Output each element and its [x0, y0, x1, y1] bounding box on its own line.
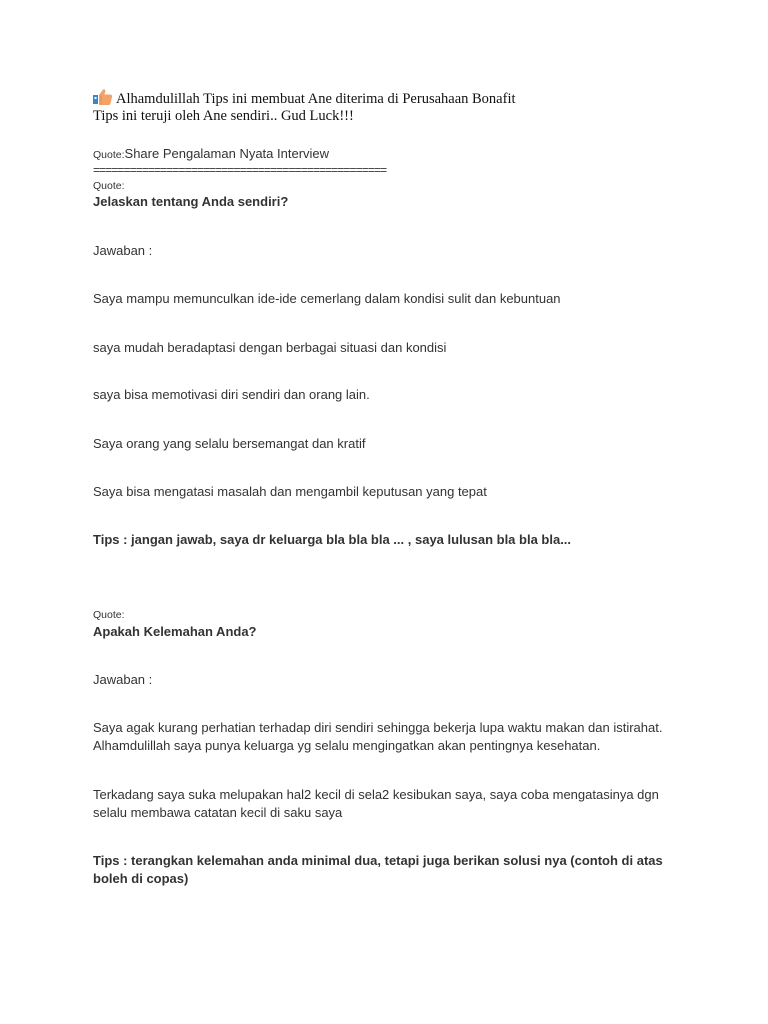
question-heading: Apakah Kelemahan Anda?: [93, 624, 257, 639]
share-heading: [93, 145, 329, 163]
answer-item: Terkadang saya suka melupakan hal2 kecil di sela2 kesibukan saya, saya coba mengatasinya dgn selalu membawa catatan kecil di saku saya: [93, 787, 659, 820]
share-title: Share Pengalaman Nyata Interview: [124, 146, 330, 161]
divider-line: ================================================: [93, 163, 387, 177]
answer-item: saya bisa memotivasi diri sendiri dan orang lain.: [93, 387, 370, 402]
answer-label: Jawaban :: [93, 243, 153, 258]
quote-label: Quote:: [93, 180, 125, 192]
answer-item: Saya agak kurang perhatian terhadap diri sendiri sehingga bekerja lupa waktu makan dan istirahat. Alhamdulillah saya punya keluarga yg selalu mengingatkan akan pentingnya kesehatan.: [93, 720, 663, 753]
answer-item: saya mudah beradaptasi dengan berbagai situasi dan kondisi: [93, 340, 447, 355]
header-line-2: Tips ini teruji oleh Ane sendiri.. Gud Luck!!!: [93, 108, 354, 124]
answer-item: Saya bisa mengatasi masalah dan mengambil keputusan yang tepat: [93, 484, 487, 499]
tips-text: Tips : jangan jawab, saya dr keluarga bla bla bla ... , saya lulusan bla bla bla...: [93, 532, 572, 547]
quote-label: Quote:: [93, 609, 125, 621]
header-title: Alhamdulillah Tips ini membuat Ane diterima di Perusahaan Bonafit: [116, 91, 516, 107]
tips-text: Tips : terangkan kelemahan anda minimal dua, tetapi juga berikan solusi nya (contoh di atas boleh di copas): [93, 853, 663, 886]
quote-label: Quote:: [93, 149, 125, 161]
answer-item: Saya orang yang selalu bersemangat dan kratif: [93, 436, 366, 451]
answer-label: Jawaban :: [93, 672, 153, 687]
question-heading: Jelaskan tentang Anda sendiri?: [93, 194, 289, 209]
answer-item: Saya mampu memunculkan ide-ide cemerlang dalam kondisi sulit dan kebuntuan: [93, 291, 561, 306]
